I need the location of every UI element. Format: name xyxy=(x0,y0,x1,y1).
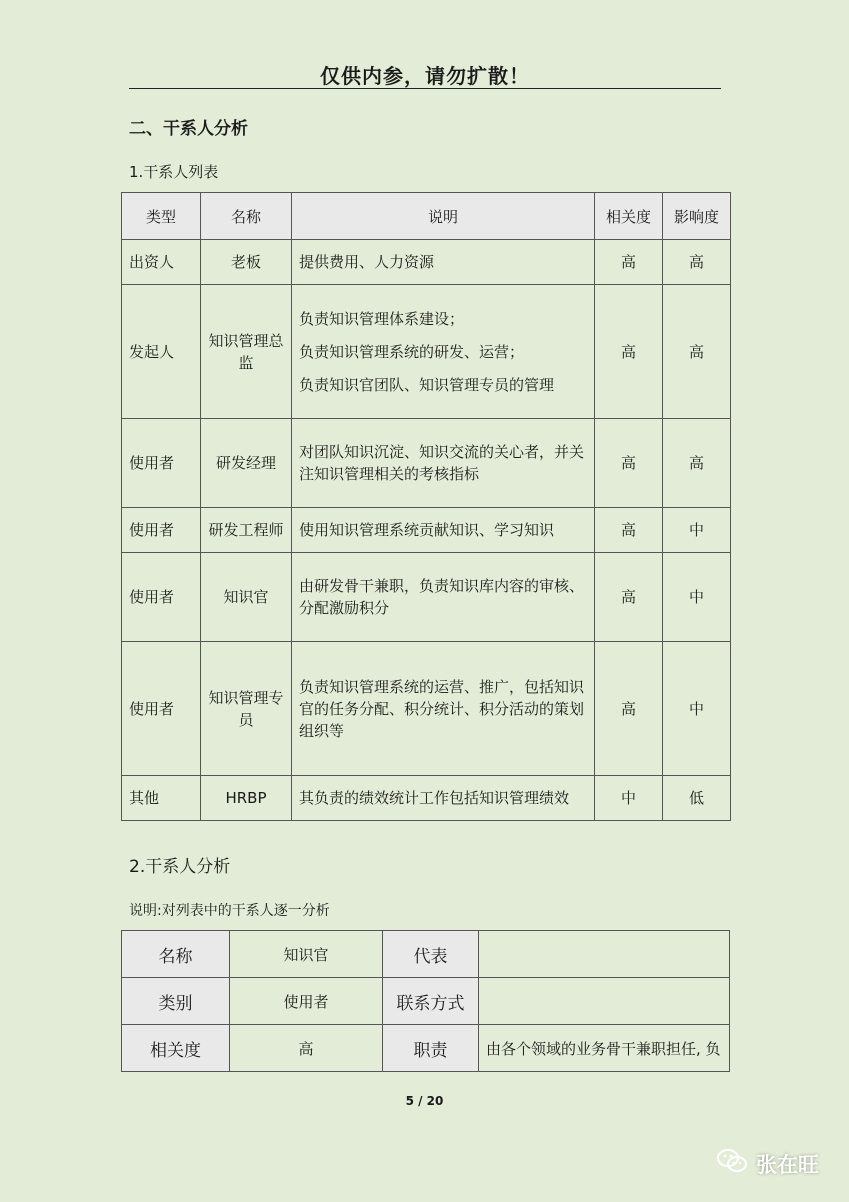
impact-cell: 高 xyxy=(663,285,731,419)
table-row xyxy=(122,553,731,642)
impact-cell: 中 xyxy=(663,553,731,642)
desc-cell xyxy=(292,642,595,776)
watermark-text: 张在旺 xyxy=(756,1152,819,1177)
relevance-cell: 高 xyxy=(595,240,663,285)
desc-line: 使用知识管理系统贡献知识、学习知识 xyxy=(299,521,555,539)
relevance-cell: 高 xyxy=(595,553,663,642)
table-row xyxy=(122,978,730,1025)
table-header-row xyxy=(122,193,731,240)
header-rule xyxy=(129,88,721,89)
table-row xyxy=(122,508,731,553)
table-row xyxy=(122,642,731,776)
header-title: 仅供内参，请勿扩散！ xyxy=(320,64,530,88)
type-cell: 发起人 xyxy=(122,285,201,419)
desc-line: 负责知识管理体系建设； xyxy=(299,309,465,328)
table-row xyxy=(122,285,731,419)
name-cell: 知识管理专员 xyxy=(201,642,292,776)
desc-line: 其负责的绩效统计工作包括知识管理绩效 xyxy=(299,789,570,807)
desc-line: 负责知识官团队、知识管理专员的管理 xyxy=(299,375,555,394)
type-cell: 其他 xyxy=(122,776,201,821)
type-cell: 使用者 xyxy=(122,419,201,508)
desc-cell xyxy=(292,240,595,285)
desc-line: 提供费用、人力资源 xyxy=(299,253,435,271)
category-label: 类别 xyxy=(122,978,230,1025)
stakeholder-list-table xyxy=(121,192,731,821)
name-label: 名称 xyxy=(122,931,230,978)
desc-line: 负责知识管理系统的研发、运营； xyxy=(299,342,525,361)
type-cell: 出资人 xyxy=(122,240,201,285)
table-row xyxy=(122,1025,730,1072)
relevance-cell: 高 xyxy=(595,285,663,419)
relevance-cell: 高 xyxy=(595,508,663,553)
category-value: 使用者 xyxy=(230,978,383,1025)
analysis-note: 说明:对列表中的干系人逐一分析 xyxy=(129,903,330,919)
column-header: 相关度 xyxy=(595,193,663,240)
column-header: 类型 xyxy=(122,193,201,240)
duty-label: 职责 xyxy=(383,1025,479,1072)
relevance-cell: 高 xyxy=(595,419,663,508)
desc-cell xyxy=(292,419,595,508)
desc-cell xyxy=(292,776,595,821)
contact-label: 联系方式 xyxy=(383,978,479,1025)
table-row xyxy=(122,776,731,821)
representative-label: 代表 xyxy=(383,931,479,978)
desc-cell xyxy=(292,285,595,419)
relevance-cell: 中 xyxy=(595,776,663,821)
name-cell: 老板 xyxy=(201,240,292,285)
desc-cell xyxy=(292,553,595,642)
duty-value: 由各个领域的业务骨干兼职担任, 负 xyxy=(479,1025,730,1072)
impact-cell: 低 xyxy=(663,776,731,821)
page-number: 5 / 20 xyxy=(405,1094,444,1108)
name-value: 知识官 xyxy=(230,931,383,978)
column-header: 名称 xyxy=(201,193,292,240)
type-cell: 使用者 xyxy=(122,642,201,776)
name-cell: 研发工程师 xyxy=(201,508,292,553)
desc-line: 负责知识管理系统的运营、推广，包括知识官的任务分配、积分统计、积分活动的策划组织等 xyxy=(299,677,585,740)
table-row xyxy=(122,240,731,285)
relevance-value: 高 xyxy=(230,1025,383,1072)
section-title: 二、干系人分析 xyxy=(129,119,248,139)
table-row xyxy=(122,931,730,978)
name-cell: 知识官 xyxy=(201,553,292,642)
name-cell: 知识管理总监 xyxy=(201,285,292,419)
type-cell: 使用者 xyxy=(122,508,201,553)
contact-value xyxy=(479,978,730,1025)
column-header: 说明 xyxy=(292,193,595,240)
table-row xyxy=(122,419,731,508)
type-cell: 使用者 xyxy=(122,553,201,642)
impact-cell: 高 xyxy=(663,240,731,285)
analysis-heading: 2.干系人分析 xyxy=(129,857,231,877)
relevance-label: 相关度 xyxy=(122,1025,230,1072)
list-heading: 1.干系人列表 xyxy=(129,163,219,181)
impact-cell: 中 xyxy=(663,642,731,776)
name-cell: 研发经理 xyxy=(201,419,292,508)
representative-value xyxy=(479,931,730,978)
impact-cell: 高 xyxy=(663,419,731,508)
desc-line: 对团队知识沉淀、知识交流的关心者，并关注知识管理相关的考核指标 xyxy=(299,443,585,483)
stakeholder-analysis-table xyxy=(121,930,730,1072)
name-cell: HRBP xyxy=(201,776,292,821)
wechat-icon xyxy=(716,1148,748,1179)
impact-cell: 中 xyxy=(663,508,731,553)
relevance-cell: 高 xyxy=(595,642,663,776)
column-header: 影响度 xyxy=(663,193,731,240)
desc-cell xyxy=(292,508,595,553)
desc-line: 由研发骨干兼职，负责知识库内容的审核、分配激励积分 xyxy=(299,577,585,617)
watermark xyxy=(716,1148,819,1179)
